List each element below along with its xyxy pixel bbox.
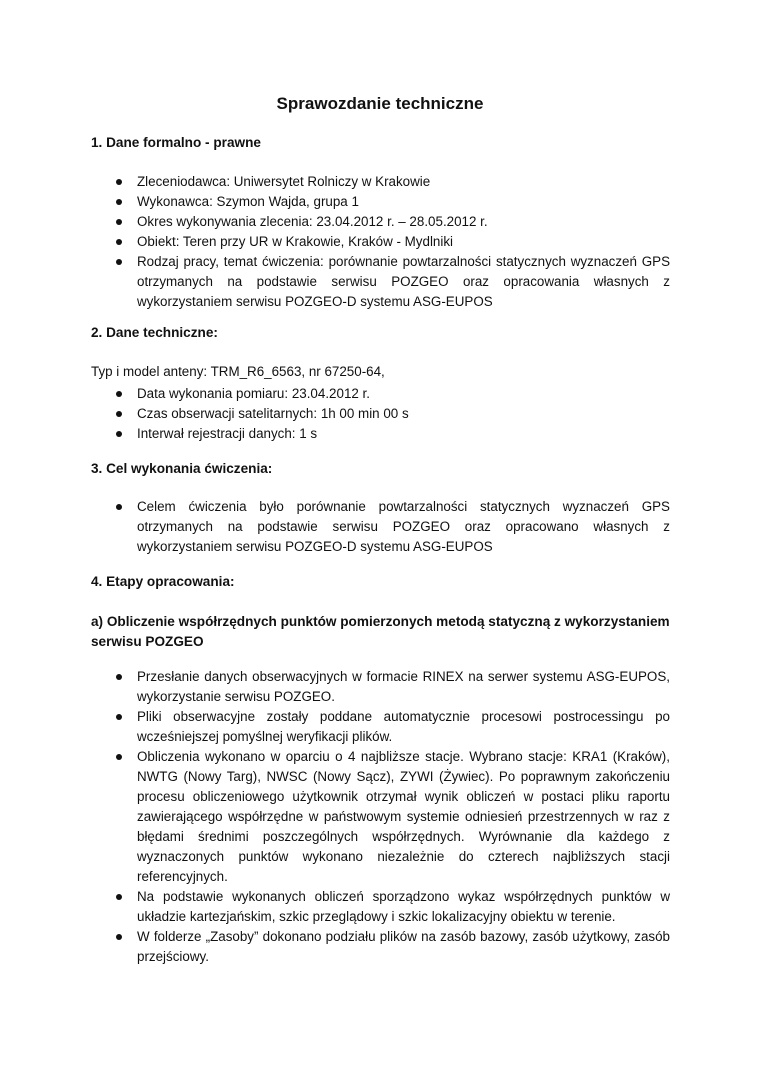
list-item-text: Rodzaj pracy, temat ćwiczenia: porównanie powtarzalności statycznych wyznaczeń GPS otrzymanych na podstawie serwisu POZGEO oraz opracowania własnych z wykorzystaniem serwisu POZGEO-D systemu ASG-EUPOS (137, 254, 670, 309)
list-item (111, 232, 670, 252)
bullet-icon (116, 239, 122, 245)
page-title: Sprawozdanie techniczne (276, 94, 484, 113)
bullet-icon (116, 431, 122, 437)
list-item-text: Pliki obserwacyjne zostały poddane automatycznie procesowi postrocessingu po wcześniejszej pomyślnej weryfikacji plików. (137, 709, 670, 744)
list-item (111, 667, 670, 707)
bullet-icon (116, 199, 122, 205)
list-item (111, 747, 670, 887)
list-item (111, 192, 670, 212)
section-4a-heading: a) Obliczenie współrzędnych punktów pomierzonych metodą statyczną z wykorzystaniem serwisu POZGEO (91, 614, 670, 649)
list-item-text: Na podstawie wykonanych obliczeń sporządzono wykaz współrzędnych punktów w układzie kartezjańskim, szkic przeglądowy i szkic lokalizacyjny obiektu w terenie. (137, 889, 670, 924)
list-item (111, 212, 670, 232)
bullet-icon (116, 754, 122, 760)
section-1-list (111, 172, 670, 312)
list-item-text: Interwał rejestracji danych: 1 s (137, 426, 318, 441)
list-item (111, 404, 670, 424)
bullet-icon (116, 411, 122, 417)
list-item (111, 384, 670, 404)
list-item-text: Obliczenia wykonano w oparciu o 4 najbliższe stacje. Wybrano stacje: KRA1 (Kraków), NWTG (Nowy Targ), NWSC (Nowy Sącz), ZYWI (Żywiec). Po poprawnym zakończeniu procesu obliczeniowego użytkownik otrzymał wynik obliczeń w postaci pliku raportu zawierającego współrzędne w państwowym systemie odniesień przestrzennych w raz z błędami średnimi poszczególnych współrzędnych. Wyrównanie dla każdego z wyznaczonych punktów wykonano niezależnie do czterech najbliższych stacji referencyjnych. (137, 749, 670, 884)
bullet-icon (116, 391, 122, 397)
list-item-text: Zleceniodawca: Uniwersytet Rolniczy w Krakowie (137, 174, 431, 189)
section-4-heading: 4. Etapy opracowania: (91, 574, 235, 589)
section-3-list (111, 497, 670, 557)
section-4-list (111, 667, 670, 967)
bullet-icon (116, 894, 122, 900)
list-item-text: Data wykonania pomiaru: 23.04.2012 r. (137, 386, 370, 401)
bullet-icon (116, 259, 122, 265)
list-item-text: Czas obserwacji satelitarnych: 1h 00 min 00 s (137, 406, 409, 421)
list-item-text: Okres wykonywania zlecenia: 23.04.2012 r. – 28.05.2012 r. (137, 214, 488, 229)
bullet-icon (116, 179, 122, 185)
list-item-text: Celem ćwiczenia było porównanie powtarzalności statycznych wyznaczeń GPS otrzymanych na podstawie serwisu POZGEO oraz opracowano własnych z wykorzystaniem serwisu POZGEO-D systemu ASG-EUPOS (137, 499, 670, 554)
list-item (111, 424, 670, 444)
section-1-heading: 1. Dane formalno - prawne (91, 135, 261, 150)
list-item (111, 172, 670, 192)
list-item (111, 252, 670, 312)
section-2-heading: 2. Dane techniczne: (91, 325, 218, 340)
list-item (111, 497, 670, 557)
list-item-text: W folderze „Zasoby” dokonano podziału plików na zasób bazowy, zasób użytkowy, zasób przejściowy. (137, 929, 670, 964)
list-item-text: Przesłanie danych obserwacyjnych w formacie RINEX na serwer systemu ASG-EUPOS, wykorzystanie serwisu POZGEO. (137, 669, 670, 704)
bullet-icon (116, 714, 122, 720)
antenna-info: Typ i model anteny: TRM_R6_6563, nr 67250-64, (91, 364, 385, 379)
list-item-text: Obiekt: Teren przy UR w Krakowie, Kraków - Mydlniki (137, 234, 454, 249)
list-item-text: Wykonawca: Szymon Wajda, grupa 1 (137, 194, 359, 209)
bullet-icon (116, 674, 122, 680)
bullet-icon (116, 504, 122, 510)
section-3-heading: 3. Cel wykonania ćwiczenia: (91, 461, 273, 476)
section-2-list (111, 384, 670, 444)
list-item (111, 927, 670, 967)
bullet-icon (116, 219, 122, 225)
list-item (111, 887, 670, 927)
list-item (111, 707, 670, 747)
bullet-icon (116, 934, 122, 940)
